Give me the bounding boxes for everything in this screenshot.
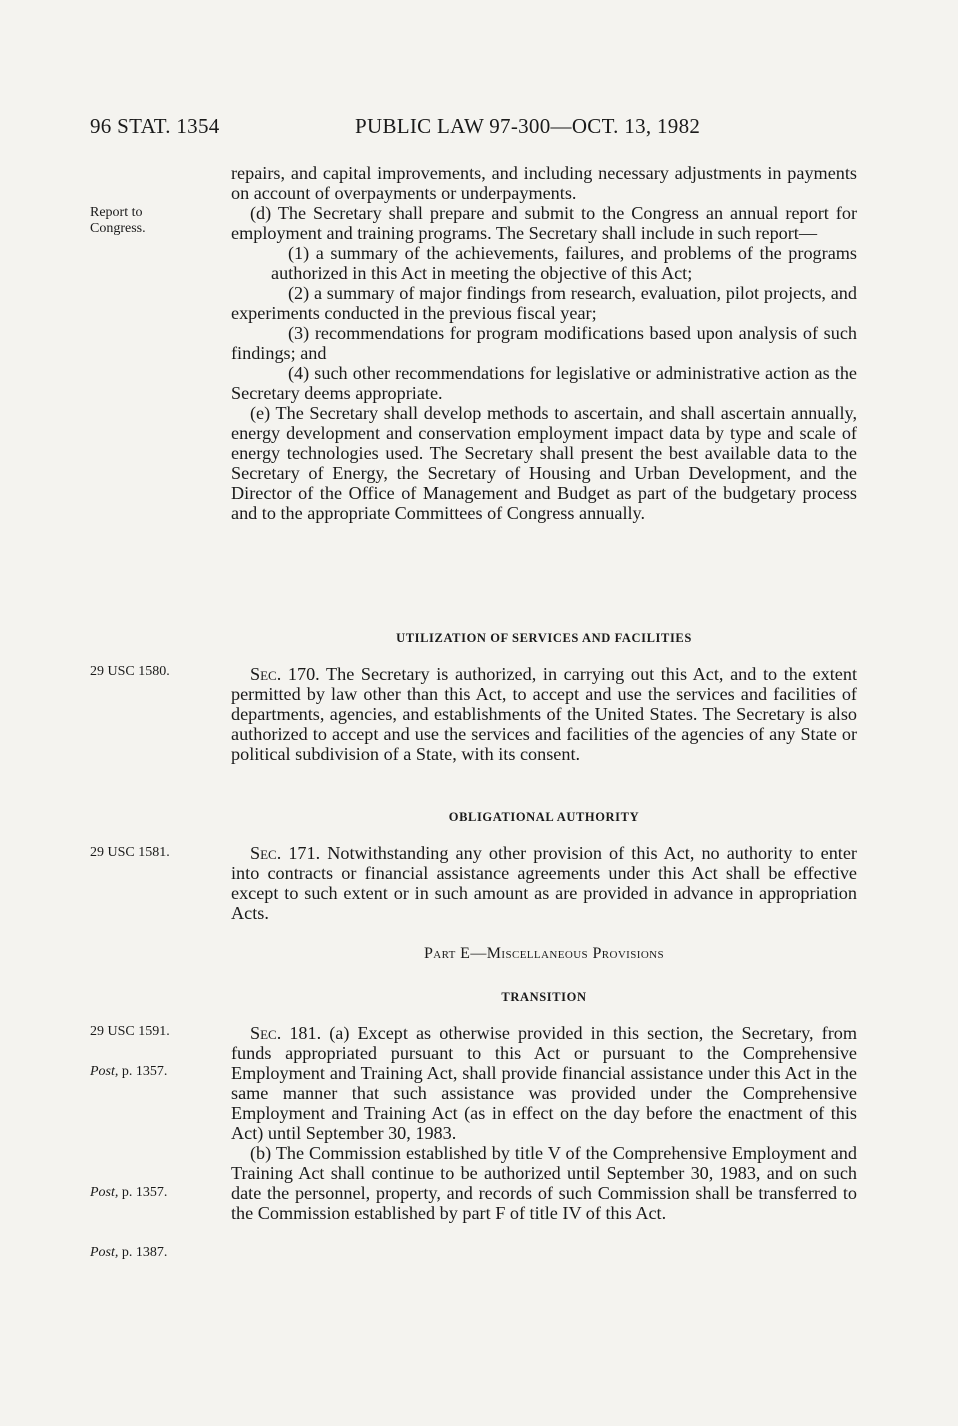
margin-note-line: Report to [90,205,143,220]
section-171 [231,843,857,923]
margin-note-line: Congress. [90,221,146,236]
margin-note-post-p-1357-b [90,1185,210,1201]
running-head: PUBLIC LAW 97-300—OCT. 13, 1982 [355,114,701,138]
paragraph-d3: (3) recommendations for program modifications based upon analysis of such findings; and [231,323,857,363]
paragraph-d1: (1) a summary of the achievements, failures, and problems of the programs authorized in this Act in meeting the objective of this Act; [271,243,857,283]
section-181a-text [231,1023,857,1143]
section-170-body: The Secretary is authorized, in carrying out this Act, and to the extent permitted by law other than this Act, to accept and use the services and facilities of departments, agencies, and establishments of the United States. The Secretary is also authorized to accept and use the services and facilities of the agencies of any State or political subdivision of a State, with its consent. [231,664,858,764]
margin-note-post: Post, [90,1185,119,1200]
margin-note-page: p. 1357. [118,1185,168,1200]
margin-note-post-p-1387 [90,1245,210,1261]
section-181-label: Sec. 181. [250,1023,322,1043]
margin-note-29-usc-1580: 29 USC 1580. [90,664,170,679]
margin-note-post: Post, [90,1245,119,1260]
continued-paragraph: repairs, and capital improvements, and including necessary adjustments in payments on account of overpayments or underpayments. [231,163,857,203]
section-171-label: Sec. 171. [250,843,321,863]
subsection-d: (d) The Secretary shall prepare and submit to the Congress an annual report for employment and training programs. The Secretary shall include in such report— [231,203,857,243]
margin-note-page: p. 1357. [118,1064,168,1079]
margin-note-29-usc-1581: 29 USC 1581. [90,845,170,860]
margin-note-post: Post, [90,1064,119,1079]
section-170-label: Sec. 170. [250,664,320,684]
stat-page-reference: 96 STAT. 1354 [90,114,220,138]
section-181 [231,1023,857,1223]
section-171-body: Notwithstanding any other provision of this Act, no authority to enter into contracts or financial assistance agreements under this Act shall be effective except to such extent or in such amount as are provided in advance in appropriation Acts. [231,843,857,923]
paragraph-d2: (2) a summary of major findings from research, evaluation, pilot projects, and experiments conducted in the previous fiscal year; [231,283,857,323]
section-171-text [231,843,857,923]
margin-note-page: p. 1387. [118,1245,168,1260]
section-heading-utilization: UTILIZATION OF SERVICES AND FACILITIES [396,631,692,645]
section-170 [231,664,857,764]
section-181a-body: (a) Except as otherwise provided in this section, the Secretary, from funds appropriated pursuant to this Act or pursuant to the Comprehensive Employment and Training Act, shall provide financial assistance under this Act in the same manner that such assistance was provided under the Comprehensive Employment and Training Act (as in effect on the day before the enactment of this Act) until September 30, 1983. [231,1023,857,1143]
section-heading-obligational-authority: OBLIGATIONAL AUTHORITY [448,810,640,824]
section-heading-transition: TRANSITION [501,990,587,1004]
text-block-subsections-d-e [231,163,857,523]
margin-note-post-p-1357-a [90,1064,210,1080]
part-e-heading: Part E—Miscellaneous Provisions [423,945,665,962]
section-170-text [231,664,857,764]
subsection-e: (e) The Secretary shall develop methods to ascertain, and shall ascertain annually, energy development and conservation employment impact data by type and scale of energy technologies used. The Secretary shall present the best available data to the Secretary of Energy, the Secretary of Housing and Urban Development, and the Director of the Office of Management and Budget as part of the budgetary process and to the appropriate Committees of Congress annually. [231,403,857,523]
margin-note-report-to-congress [90,205,210,237]
margin-note-29-usc-1591: 29 USC 1591. [90,1024,170,1039]
paragraph-d4: (4) such other recommendations for legislative or administrative action as the Secretary deems appropriate. [231,363,857,403]
section-181b-text: (b) The Commission established by title V of the Comprehensive Employment and Training Act shall continue to be authorized until September 30, 1983, and on such date the personnel, property, and records of such Commission shall be transferred to the Commission established by part F of title IV of this Act. [231,1143,857,1223]
